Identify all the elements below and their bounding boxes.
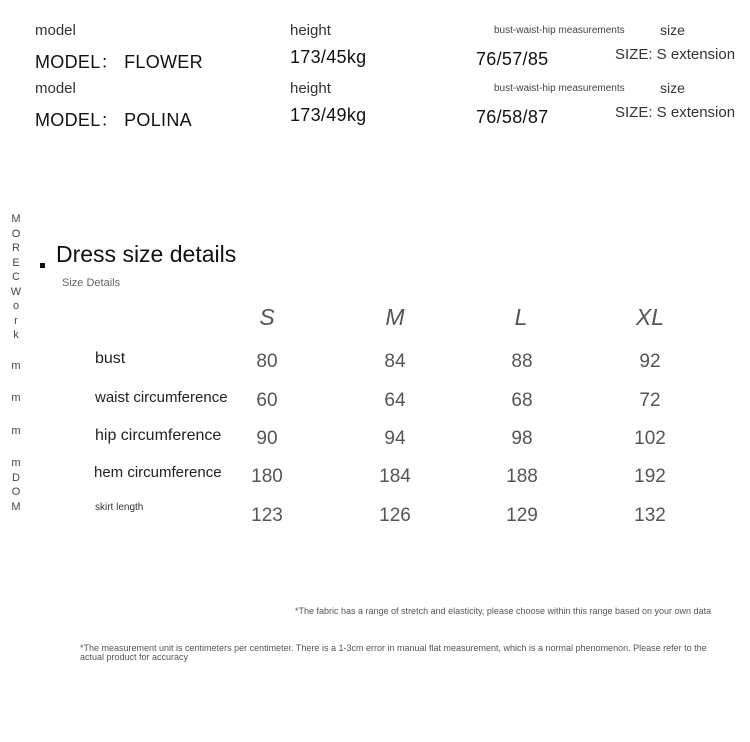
side-char: m xyxy=(11,457,21,469)
model-2-bwh-label: bust-waist-hip measurements xyxy=(494,83,625,94)
model-1-bwh: 76/57/85 xyxy=(476,49,549,69)
side-char: M xyxy=(11,213,21,225)
model-2-bwh: 76/58/87 xyxy=(476,107,549,127)
side-char: r xyxy=(14,314,18,327)
table-cell: 64 xyxy=(384,390,406,411)
side-char: O xyxy=(11,486,21,498)
table-cell: 102 xyxy=(634,428,666,449)
row-label-hip: hip circumference xyxy=(95,427,222,444)
model-2-height: 173/49kg xyxy=(290,105,367,125)
table-cell: 60 xyxy=(256,390,278,411)
table-cell: 188 xyxy=(506,466,538,487)
model-1-height-label: height xyxy=(290,22,331,39)
model-2-model-label: model xyxy=(35,80,76,97)
measurement-note: *The measurement unit is centimeters per centimeter. There is a 1-3cm error in manual flat measurement, which is a normal phenomenon. Please refer to the actual product for accuracy xyxy=(80,643,707,662)
table-cell: 180 xyxy=(251,466,283,487)
side-char: m xyxy=(11,392,21,404)
side-char: D xyxy=(12,471,20,484)
model-1-model-label: model xyxy=(35,22,76,39)
table-cell: 92 xyxy=(639,351,661,372)
row-label-waist: waist circumference xyxy=(95,389,228,406)
section-title: Dress size details xyxy=(56,241,237,267)
row-label-hem: hem circumference xyxy=(94,464,222,481)
table-cell: 123 xyxy=(251,505,283,526)
side-char: E xyxy=(12,256,20,269)
title-bullet xyxy=(40,263,45,268)
table-cell: 98 xyxy=(511,428,533,449)
side-vertical-text xyxy=(8,212,24,514)
table-cell: 88 xyxy=(511,351,533,372)
model-2-name: MODEL： POLINA xyxy=(35,110,192,130)
side-char: o xyxy=(12,300,20,312)
model-2-size: SIZE: S extension xyxy=(615,104,736,121)
fabric-note: *The fabric has a range of stretch and elasticity, please choose within this range based on your own data xyxy=(295,606,712,616)
size-header-m: M xyxy=(385,304,405,330)
model-1-size: SIZE: S extension xyxy=(615,46,736,63)
table-cell: 192 xyxy=(634,466,666,487)
model-1-height: 173/45kg xyxy=(290,47,367,67)
row-label-skirt-length: skirt length xyxy=(95,502,144,513)
table-cell: 68 xyxy=(511,390,533,411)
model-1-bwh-label: bust-waist-hip measurements xyxy=(494,25,625,36)
row-label-bust: bust xyxy=(95,350,126,367)
table-cell: 90 xyxy=(256,428,278,449)
section-subtitle: Size Details xyxy=(62,277,121,289)
table-cell: 126 xyxy=(379,505,411,526)
table-cell: 94 xyxy=(384,428,406,449)
side-char: m xyxy=(11,424,21,437)
side-char: M xyxy=(11,500,21,513)
table-cell: 129 xyxy=(506,505,538,526)
model-2-height-label: height xyxy=(290,80,331,97)
side-char: m xyxy=(11,359,21,372)
table-cell: 84 xyxy=(384,351,406,372)
table-cell: 72 xyxy=(639,390,661,411)
model-1-size-label: size xyxy=(660,22,685,38)
side-char: k xyxy=(13,329,19,341)
side-char: C xyxy=(12,271,20,283)
table-cell: 80 xyxy=(256,351,278,372)
size-header-xl: XL xyxy=(635,304,665,330)
side-char: R xyxy=(12,242,20,254)
side-char: O xyxy=(11,227,21,240)
model-2-size-label: size xyxy=(660,80,685,96)
model-1-name: MODEL： FLOWER xyxy=(35,52,203,72)
side-char: W xyxy=(10,285,22,298)
table-cell: 132 xyxy=(634,505,666,526)
table-cell: 184 xyxy=(379,466,411,487)
size-header-s: S xyxy=(259,304,275,330)
size-header-l: L xyxy=(514,304,528,330)
